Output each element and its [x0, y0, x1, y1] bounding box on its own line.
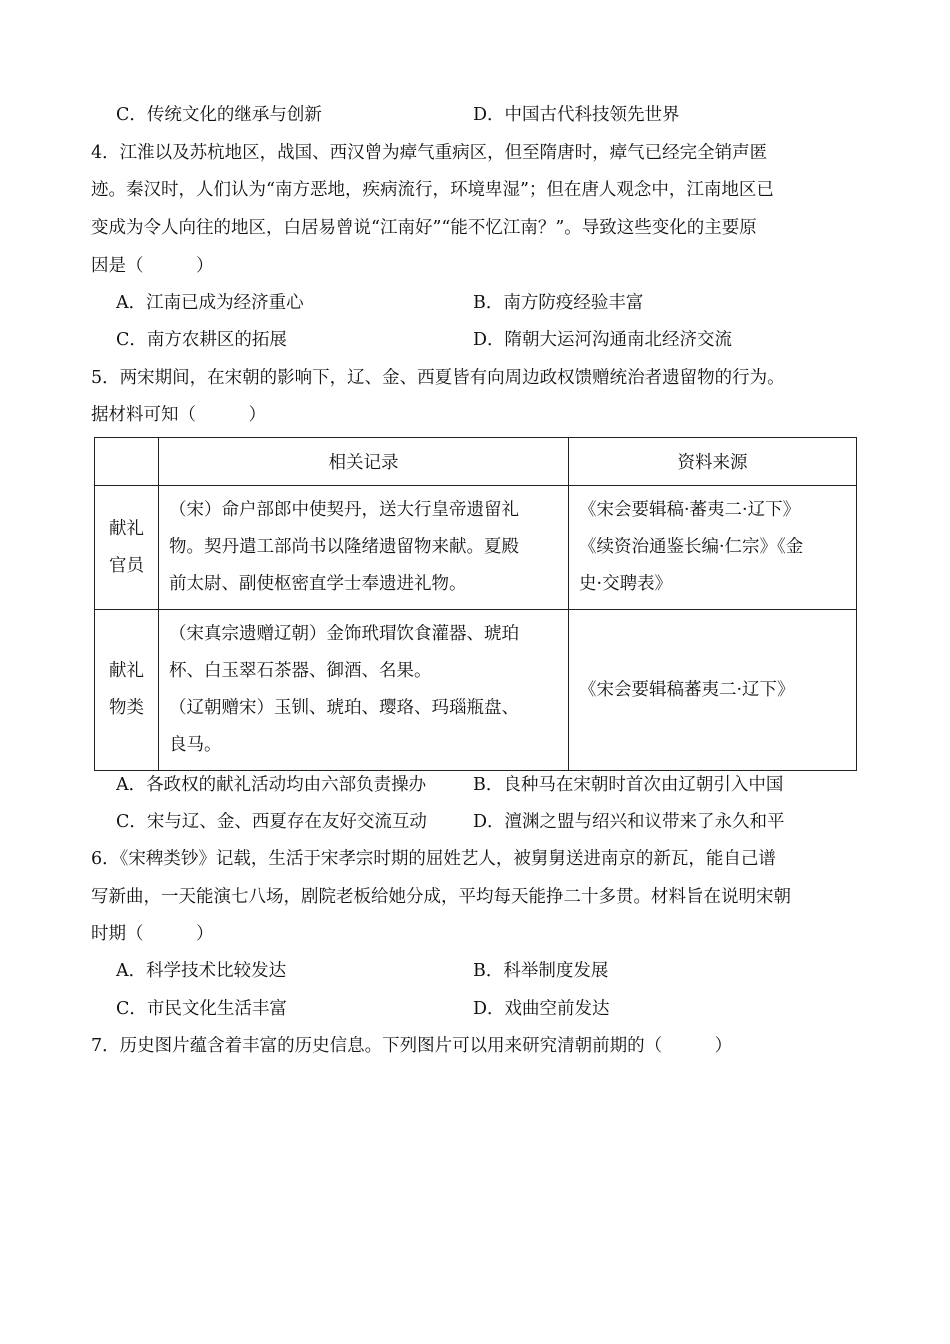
row-label-line: 献礼: [109, 661, 144, 681]
table-row: [95, 486, 857, 610]
source-line: 《续资治通鉴长编·仁宗》《金: [579, 537, 804, 557]
q4-option-b[interactable]: B．南方防疫经验丰富: [473, 293, 644, 313]
q5-record-table: [94, 437, 857, 771]
record-line: （宋真宗遗赠辽朝）金饰玳瑁饮食灌器、琥珀: [169, 624, 519, 644]
q4-stem-line-3: 变成为令人向往的地区，白居易曾说“江南好”“能不忆江南？”。导致这些变化的主要原: [91, 218, 757, 238]
table-row: [95, 610, 857, 771]
source-line: 《宋会要辑稿·蕃夷二·辽下》: [579, 500, 801, 520]
record-line: 前太尉、副使枢密直学士奉遗进礼物。: [169, 574, 467, 594]
row-label-officials: [95, 486, 159, 610]
q5-option-c[interactable]: C．宋与辽、金、西夏存在友好交流互动: [116, 812, 427, 832]
record-line: 物。契丹遣工部尚书以隆绪遗留物来献。夏殿: [169, 537, 519, 557]
q6-option-d[interactable]: D．戏曲空前发达: [473, 999, 610, 1019]
table-header-sources: 资料来源: [569, 438, 857, 486]
q5-stem-line-1: 5．两宋期间，在宋朝的影响下，辽、金、西夏皆有向周边政权馈赠统治者遗留物的行为。: [91, 368, 785, 388]
q4-stem-line-2: 迹。秦汉时，人们认为“南方恶地，疾病流行，环境卑湿”；但在唐人观念中，江南地区已: [91, 180, 774, 200]
record-line: （宋）命户部郎中使契丹，送大行皇帝遗留礼: [169, 500, 519, 520]
row-label-line: 物类: [109, 698, 144, 718]
table-header-empty: [95, 438, 159, 486]
row-label-items: [95, 610, 159, 771]
q4-stem-line-1: 4．江淮以及苏杭地区，战国、西汉曾为瘴气重病区，但至隋唐时，瘴气已经完全销声匿: [91, 143, 768, 163]
q5-option-b[interactable]: B．良种马在宋朝时首次由辽朝引入中国: [473, 775, 784, 795]
row-label-line: 献礼: [109, 518, 144, 539]
q4-option-c[interactable]: C．南方农耕区的拓展: [116, 330, 287, 350]
record-cell: [159, 610, 569, 771]
record-line: 良马。: [169, 735, 222, 755]
record-cell: [159, 486, 569, 610]
source-cell: [569, 610, 857, 771]
q5-option-a[interactable]: A．各政权的献礼活动均由六部负责操办: [116, 775, 427, 795]
q4-option-a[interactable]: A．江南已成为经济重心: [116, 293, 304, 313]
q6-option-a[interactable]: A．科学技术比较发达: [116, 961, 287, 981]
q4-option-d[interactable]: D．隋朝大运河沟通南北经济交流: [473, 330, 733, 350]
record-line: （辽朝赠宋）玉钏、琥珀、璎珞、玛瑙瓶盘、: [169, 698, 519, 718]
q6-option-b[interactable]: B．科举制度发展: [473, 961, 609, 981]
row-label-line: 官员: [109, 555, 144, 576]
record-line: 杯、白玉翠石茶器、御酒、名果。: [169, 661, 432, 681]
source-cell: [569, 486, 857, 610]
source-line: 史·交聘表》: [579, 574, 673, 594]
q4-stem-line-4: 因是（ ）: [91, 256, 214, 276]
q7-stem-line-1: 7．历史图片蕴含着丰富的历史信息。下列图片可以用来研究清朝前期的（ ）: [91, 1036, 733, 1056]
table-header-records: 相关记录: [159, 438, 569, 486]
q6-option-c[interactable]: C．市民文化生活丰富: [116, 999, 287, 1019]
source-line: 《宋会要辑稿蕃夷二·辽下》: [579, 679, 795, 700]
q3-option-c[interactable]: C．传统文化的继承与创新: [116, 105, 322, 125]
q5-stem-line-2: 据材料可知（ ）: [91, 405, 266, 425]
q5-option-d[interactable]: D．澶渊之盟与绍兴和议带来了永久和平: [473, 812, 785, 832]
q6-stem-line-2: 写新曲，一天能演七八场，剧院老板给她分成，平均每天能挣二十多贯。材料旨在说明宋朝: [91, 887, 791, 907]
q6-stem-line-1: 6．《宋稗类钞》记载，生活于宋孝宗时期的屈姓艺人，被舅舅送进南京的新瓦，能自己谱: [91, 849, 776, 869]
table-header-row: [95, 438, 857, 486]
q3-option-d[interactable]: D．中国古代科技领先世界: [473, 105, 680, 125]
q6-stem-line-3: 时期（ ）: [91, 924, 214, 944]
